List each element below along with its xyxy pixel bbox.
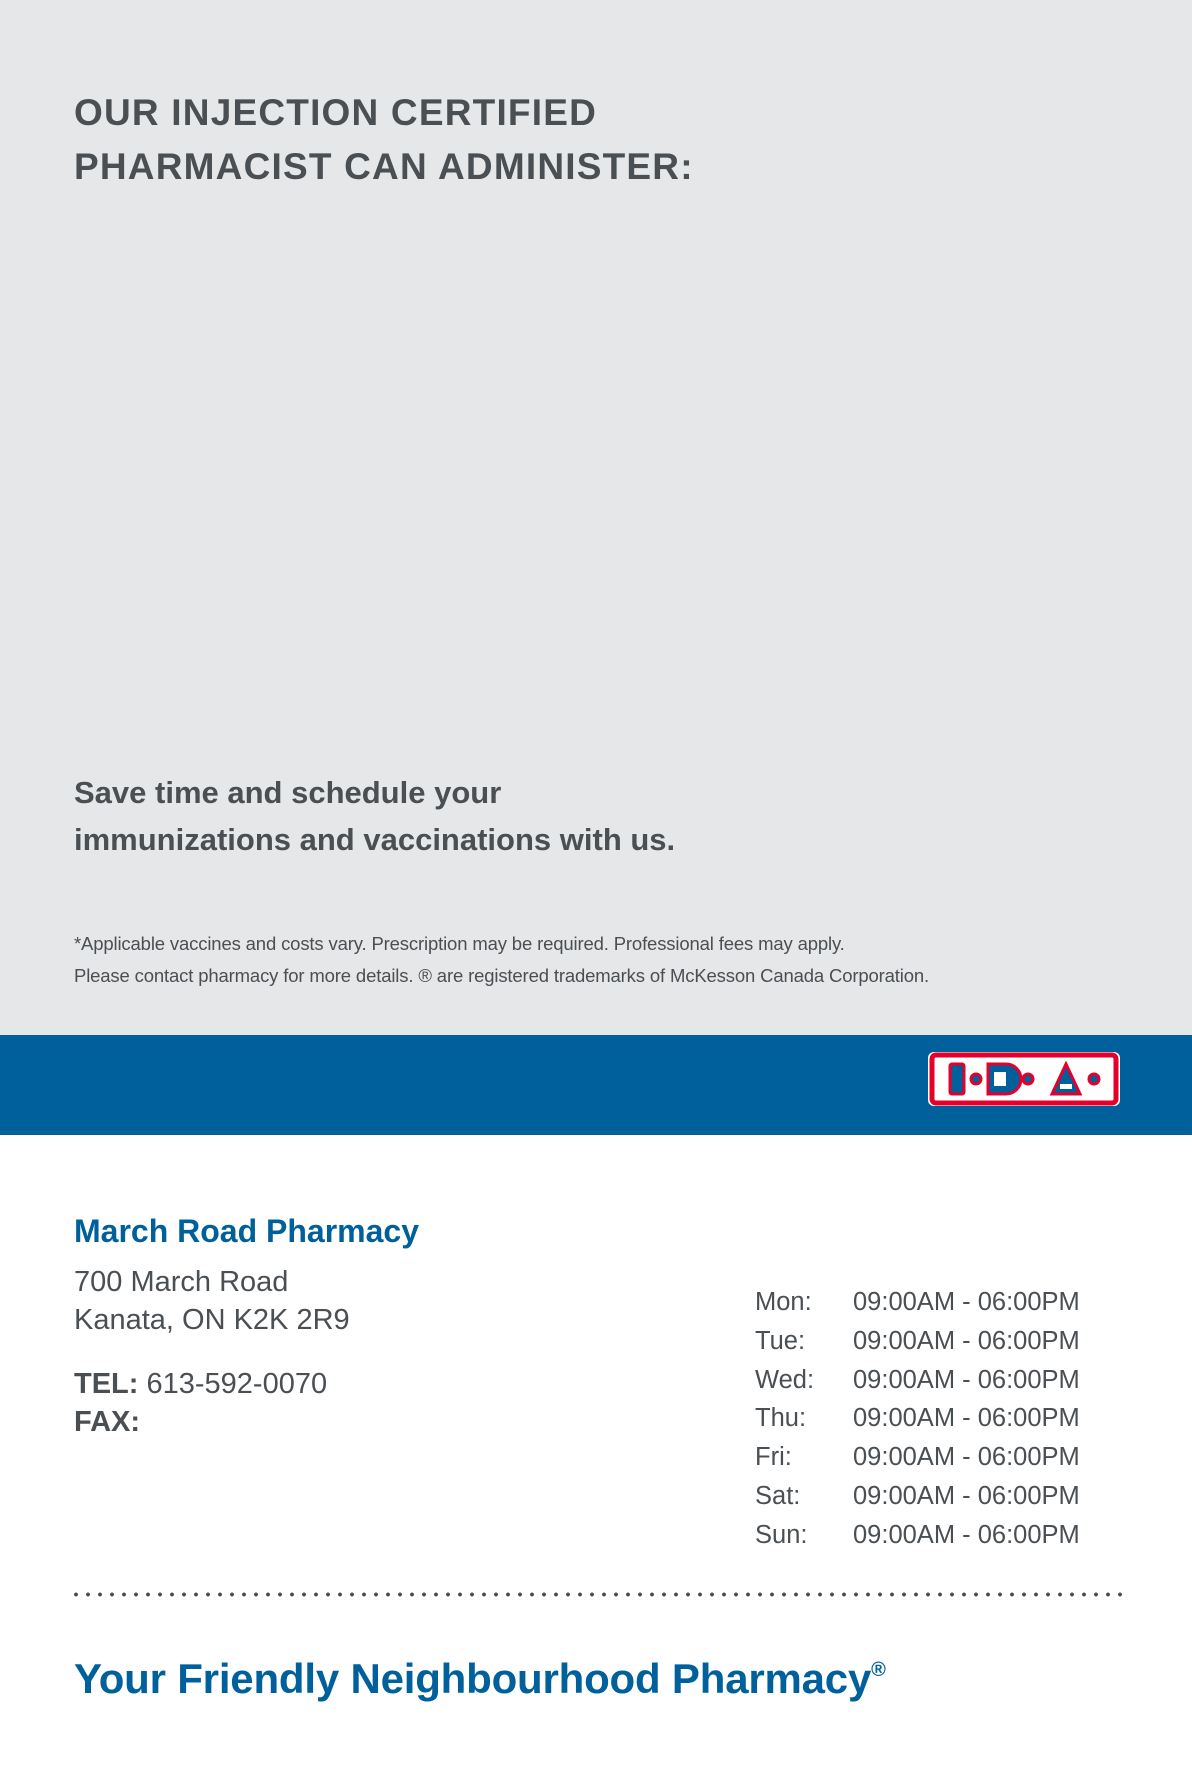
hours-time: 09:00AM - 06:00PM bbox=[853, 1365, 1080, 1394]
hours-row bbox=[755, 1399, 1135, 1438]
hours-row bbox=[755, 1322, 1135, 1361]
telephone-label: TEL: bbox=[74, 1367, 139, 1400]
contact-block bbox=[74, 1212, 714, 1441]
hours-day: Wed: bbox=[755, 1365, 815, 1394]
hours-day: Mon: bbox=[755, 1288, 812, 1316]
page-title bbox=[74, 86, 974, 193]
telephone-value: 613-592-0070 bbox=[146, 1367, 328, 1400]
subheadline bbox=[74, 769, 934, 863]
hours-table bbox=[755, 1283, 1135, 1554]
telephone-line bbox=[74, 1365, 714, 1403]
hours-day: Sun: bbox=[755, 1520, 808, 1549]
footer-tagline-text: Your Friendly Neighbourhood Pharmacy bbox=[74, 1655, 872, 1702]
hours-row bbox=[755, 1361, 1135, 1400]
hours-time: 09:00AM - 06:00PM bbox=[853, 1481, 1080, 1510]
disclaimer-line-2: Please contact pharmacy for more details. ® are registered trademarks of McKesson Canada Corporation. bbox=[74, 964, 930, 986]
headline-line-2: PHARMACIST CAN ADMINISTER: bbox=[74, 145, 694, 187]
hours-time: 09:00AM - 06:00PM bbox=[853, 1520, 1080, 1549]
subheadline-line-1: Save time and schedule your bbox=[74, 775, 502, 810]
headline-line-1: OUR INJECTION CERTIFIED bbox=[74, 92, 598, 133]
hours-row bbox=[755, 1516, 1135, 1555]
hours-row bbox=[755, 1283, 1135, 1322]
registered-mark: ® bbox=[871, 1659, 886, 1681]
dotted-divider bbox=[70, 1592, 1122, 1597]
hours-row bbox=[755, 1438, 1135, 1477]
hours-day: Sat: bbox=[755, 1481, 801, 1510]
disclaimer-line-1: *Applicable vaccines and costs vary. Prescription may be required. Professional fees may apply. bbox=[74, 933, 845, 954]
hours-time: 09:00AM - 06:00PM bbox=[853, 1443, 1080, 1471]
subheadline-line-2: immunizations and vaccinations with us. bbox=[74, 822, 676, 858]
hours-day: Tue: bbox=[755, 1326, 806, 1355]
hours-row bbox=[755, 1477, 1135, 1516]
pharmacy-name: March Road Pharmacy bbox=[74, 1213, 420, 1249]
hours-day: Fri: bbox=[755, 1443, 792, 1471]
hours-time: 09:00AM - 06:00PM bbox=[853, 1288, 1080, 1316]
fax-line bbox=[74, 1403, 714, 1441]
ida-logo bbox=[924, 1046, 1124, 1112]
hours-time: 09:00AM - 06:00PM bbox=[853, 1404, 1080, 1433]
hours-day: Thu: bbox=[755, 1404, 807, 1433]
hours-time: 09:00AM - 06:00PM bbox=[853, 1326, 1080, 1355]
address-line-1: 700 March Road bbox=[74, 1266, 289, 1299]
phone-block bbox=[74, 1365, 714, 1442]
disclaimer-text bbox=[74, 928, 1134, 992]
footer-tagline bbox=[74, 1655, 1134, 1703]
fax-label: FAX: bbox=[74, 1405, 141, 1438]
address-line-2: Kanata, ON K2K 2R9 bbox=[74, 1303, 350, 1336]
